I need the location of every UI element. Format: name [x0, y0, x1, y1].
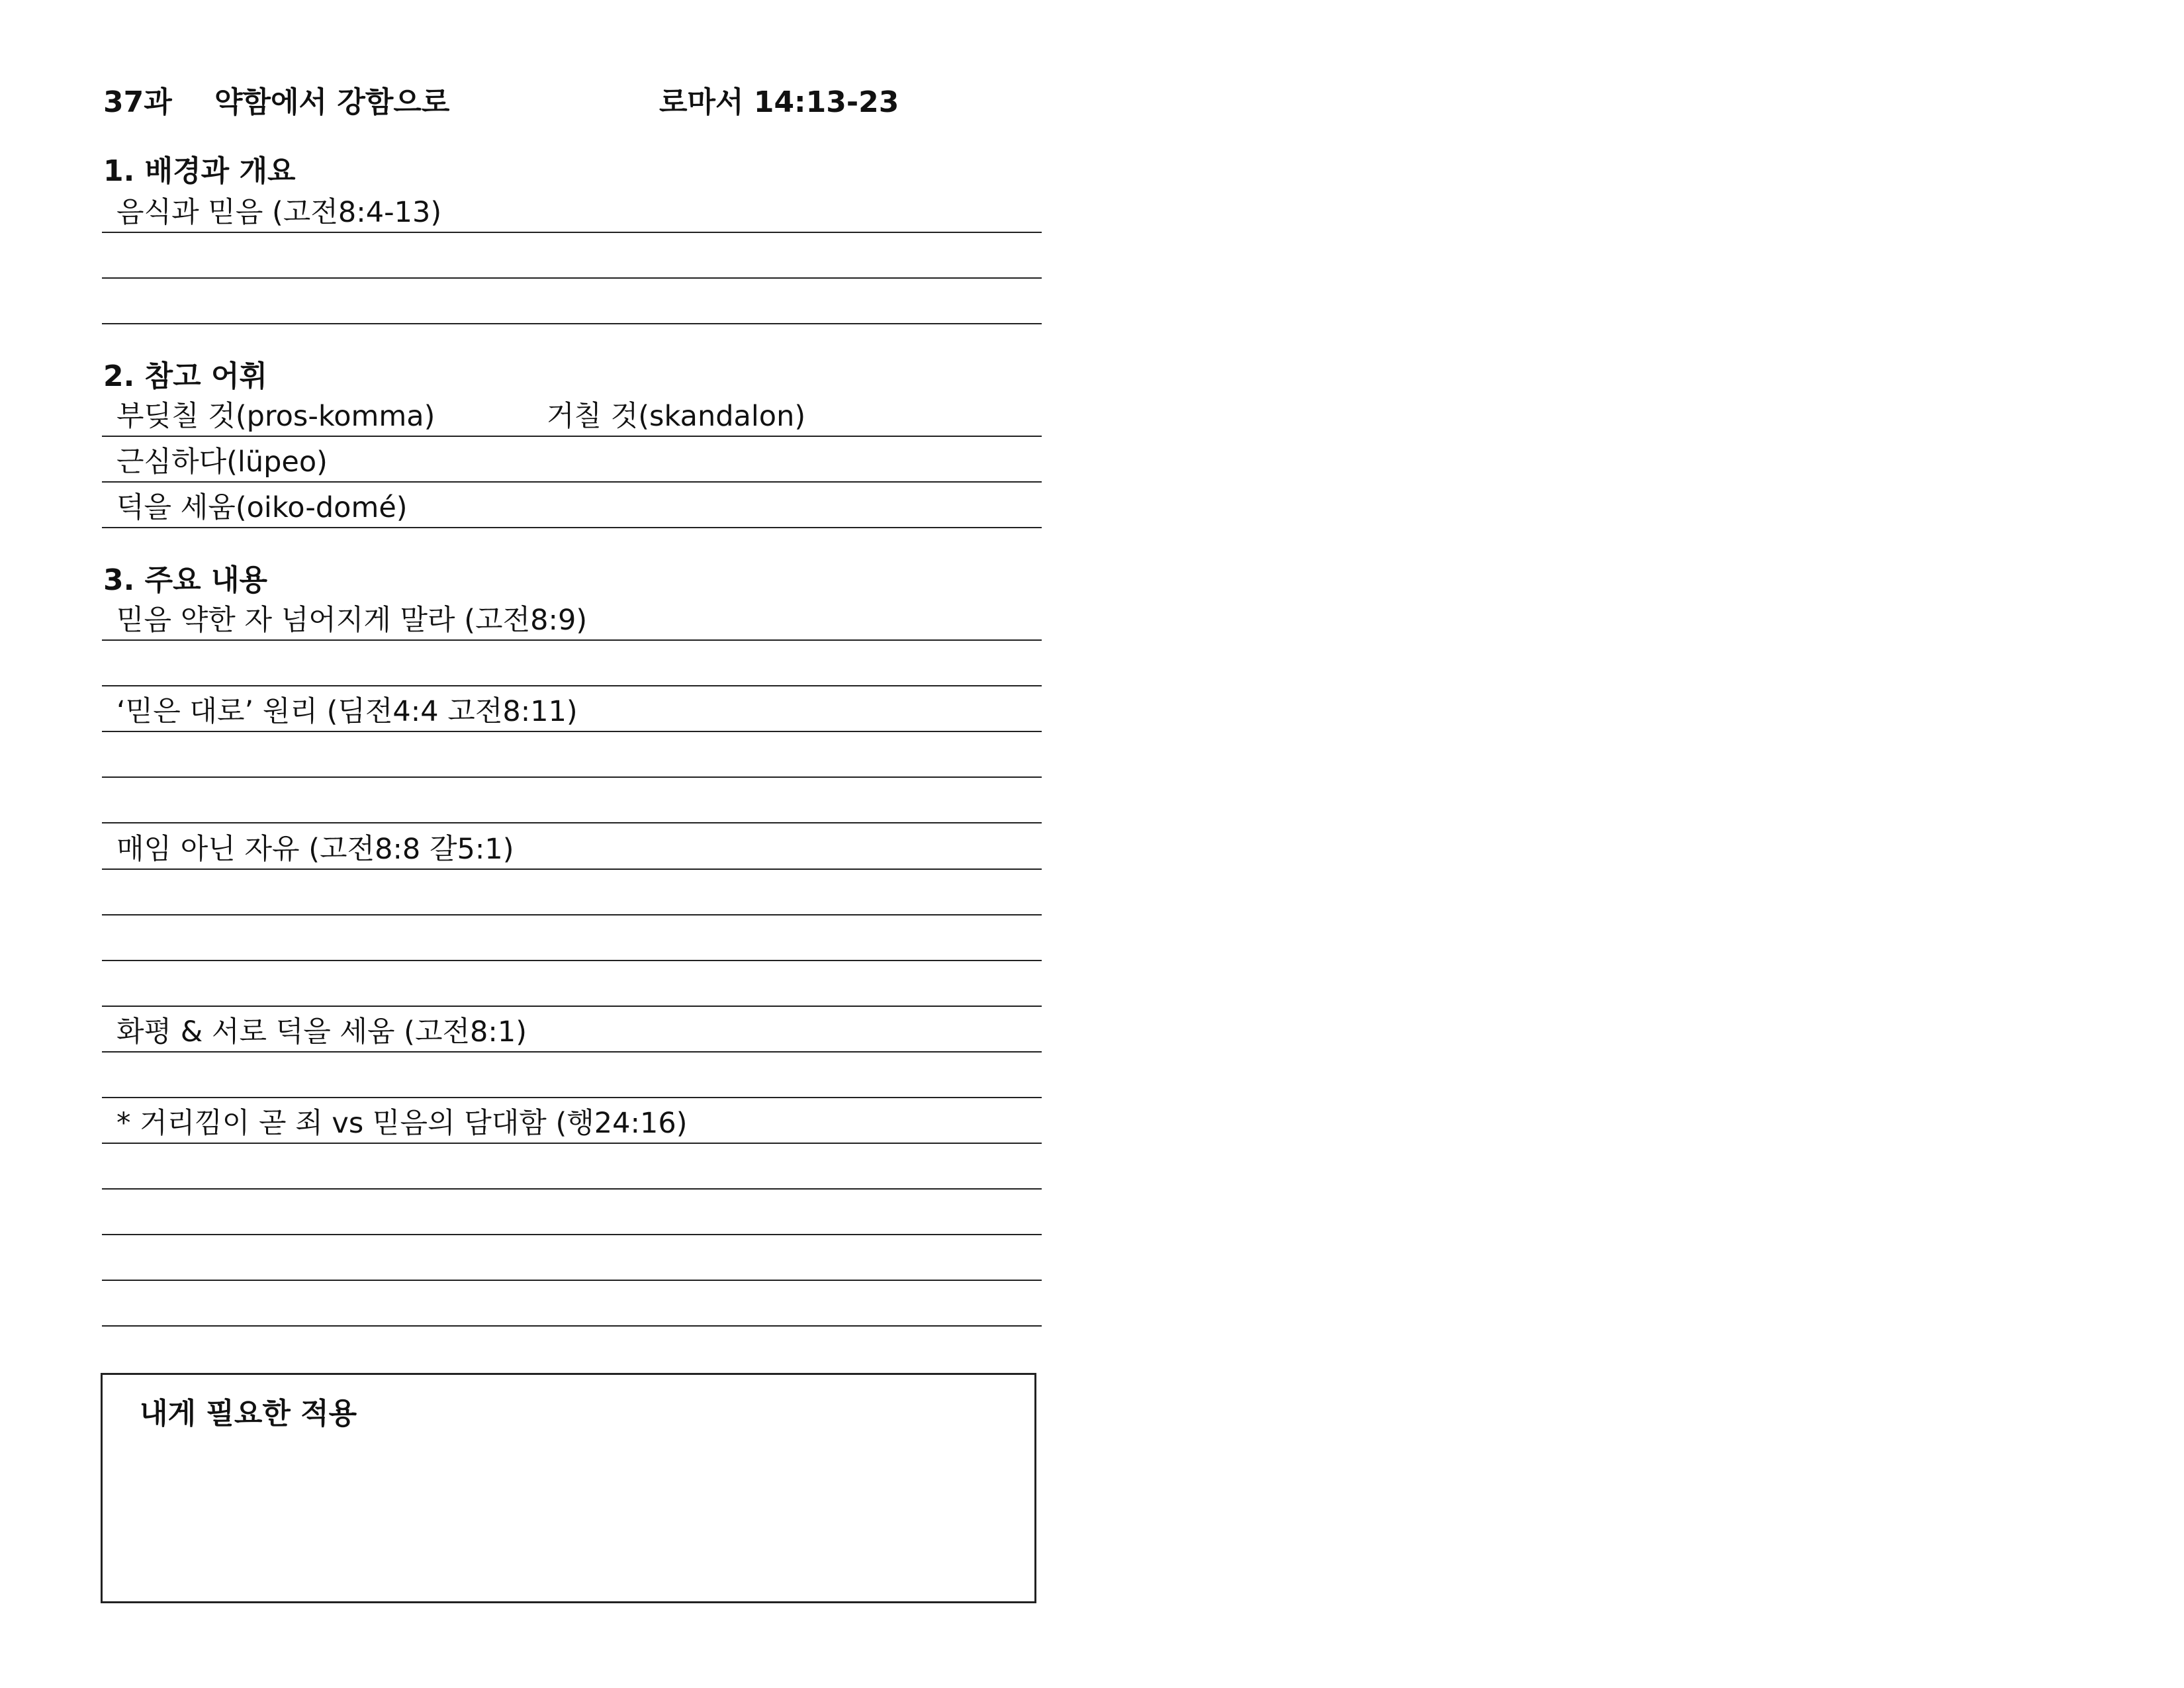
writing-line [102, 1143, 1042, 1144]
writing-line [102, 685, 1042, 686]
lesson-title: 약함에서 강함으로 [214, 85, 450, 119]
writing-line [102, 481, 1042, 483]
writing-line [102, 1325, 1042, 1327]
writing-line [102, 527, 1042, 528]
application-box [101, 1373, 1036, 1603]
vocab-term-lupeo: 근심하다(lüpeo) [116, 445, 328, 479]
writing-line [102, 232, 1042, 233]
main-point-2: ‘믿은 대로’ 원리 (딤전4:4 고전8:11) [116, 695, 578, 728]
writing-line [102, 1006, 1042, 1007]
main-point-3: 매임 아닌 자유 (고전8:8 갈5:1) [116, 833, 514, 866]
writing-line [102, 914, 1042, 915]
writing-line [102, 436, 1042, 437]
section-heading-vocabulary: 2. 참고 어휘 [103, 359, 267, 393]
writing-line [102, 1051, 1042, 1053]
writing-line [102, 731, 1042, 732]
vocab-term-oikodome: 덕을 세움(oiko-domé) [116, 491, 408, 524]
lesson-header [103, 78, 1043, 124]
writing-line [102, 277, 1042, 279]
writing-line [102, 776, 1042, 778]
application-title: 내게 필요한 적용 [140, 1397, 357, 1430]
writing-line [102, 1280, 1042, 1281]
section-heading-main-content: 3. 주요 내용 [103, 563, 267, 597]
vocab-term-proskomma: 부딪칠 것(pros-komma) [116, 400, 435, 433]
writing-line [102, 323, 1042, 324]
vocab-term-skandalon: 거칠 것(skandalon) [547, 400, 806, 433]
main-point-4: 화평 & 서로 덕을 세움 (고전8:1) [116, 1015, 527, 1049]
writing-line [102, 868, 1042, 870]
writing-line [102, 1188, 1042, 1190]
section-heading-background: 1. 배경과 개요 [103, 154, 296, 188]
writing-line [102, 639, 1042, 641]
writing-line [102, 822, 1042, 823]
main-point-1: 믿음 약한 자 넘어지게 말라 (고전8:9) [116, 604, 588, 637]
main-point-5: * 거리낌이 곧 죄 vs 믿음의 담대함 (행24:16) [116, 1107, 688, 1140]
lesson-number: 37과 [103, 85, 172, 119]
section1-line-1: 음식과 믿음 (고전8:4-13) [116, 196, 442, 229]
scripture-reference: 로마서 14:13-23 [659, 85, 899, 119]
writing-line [102, 1234, 1042, 1235]
writing-line [102, 1097, 1042, 1098]
writing-line [102, 960, 1042, 961]
